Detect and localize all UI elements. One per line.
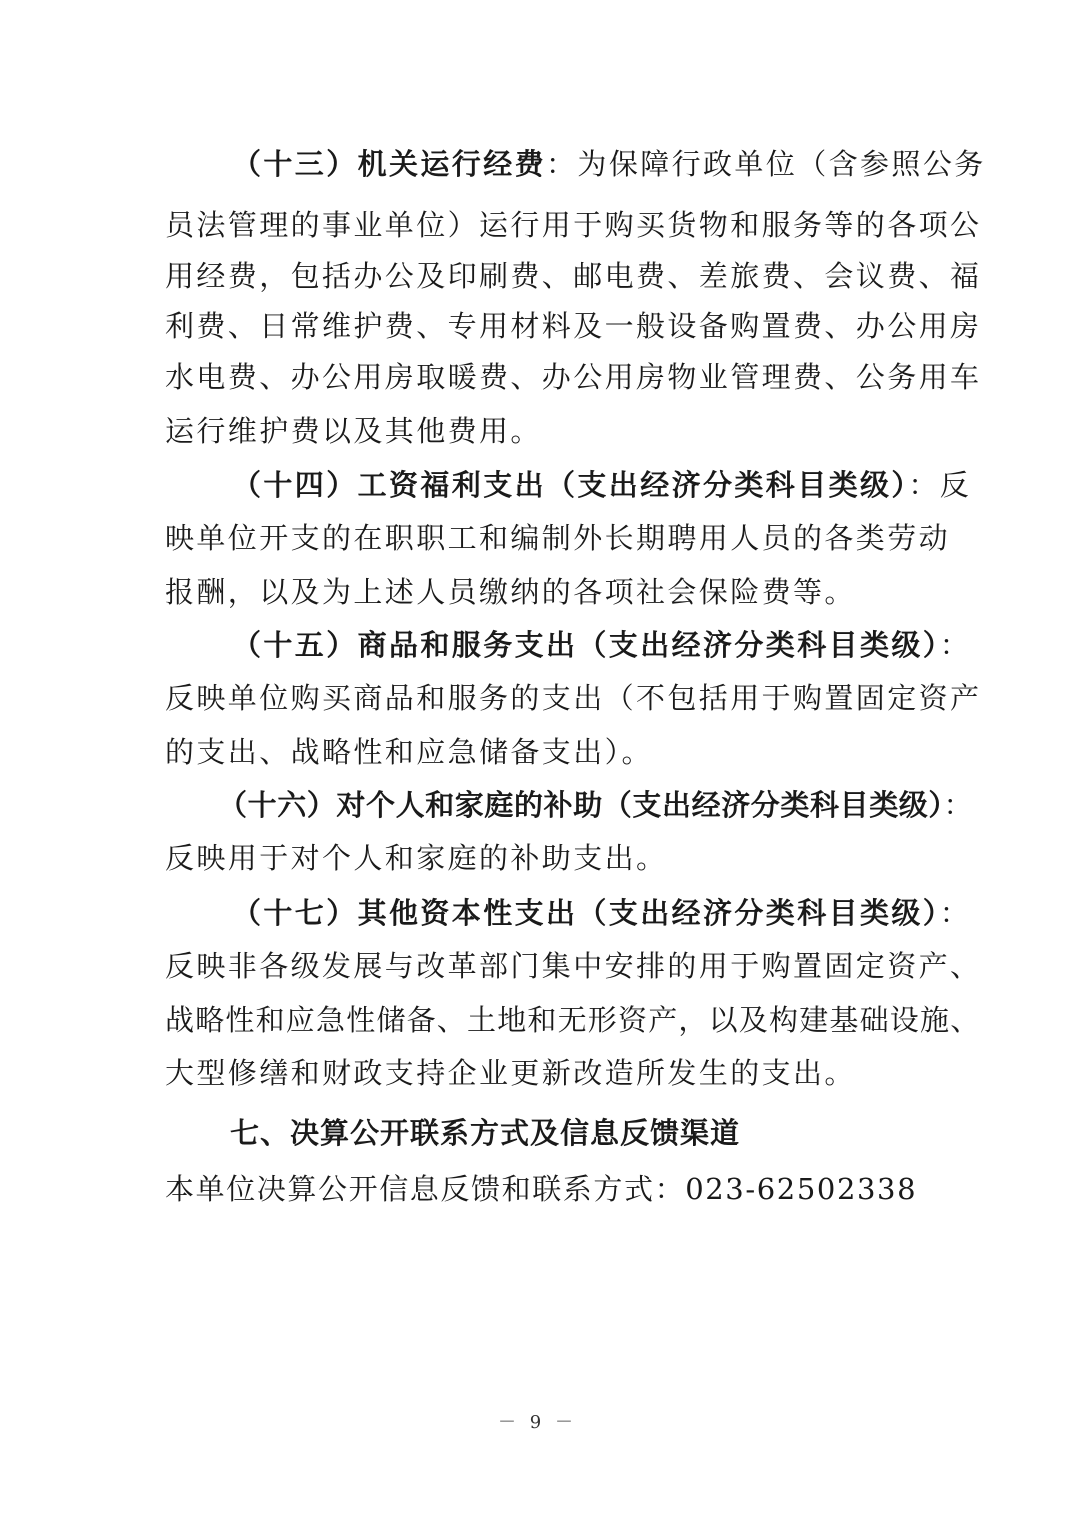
section-14-line-2: 报酬，以及为上述人员缴纳的各项社会保险费等。 (165, 575, 856, 609)
section-17-line-3: 大型修缮和财政支持企业更新改造所发生的支出。 (165, 1056, 856, 1090)
section-15-title: （十五）商品和服务支出（支出经济分类科目类级） (232, 628, 940, 662)
section-17-first-line (232, 893, 972, 933)
section-13-line-0: ：为保障行政单位（含参照公务 (546, 147, 986, 181)
section-17-line-1: 反映非各级发展与改革部门集中安排的用于购置固定资产、 (165, 949, 982, 983)
section-16-line-1: 反映用于对个人和家庭的补助支出。 (165, 841, 668, 875)
section-15-line-2: 的支出、战略性和应急储备支出）。 (165, 735, 653, 769)
section-13-line-2: 用经费，包括办公及印刷费、邮电费、差旅费、会议费、福 (165, 259, 982, 293)
section-14-line-0: ：反 (908, 468, 972, 502)
section-15-line-0: ： (939, 628, 972, 662)
section-13-line-5: 运行维护费以及其他费用。 (165, 414, 542, 448)
section-15-first-line (232, 625, 972, 665)
section-14-first-line (232, 465, 972, 505)
section-16-first-line (218, 785, 974, 825)
section-13-line-3: 利费、日常维护费、专用材料及一般设备购置费、办公用房 (165, 309, 982, 343)
section-17-title: （十七）其他资本性支出（支出经济分类科目类级） (232, 896, 940, 930)
page-number: － 9 － (498, 1412, 577, 1433)
section-16-line-0: ： (943, 788, 974, 822)
section-13-line-1: 员法管理的事业单位）运行用于购买货物和服务等的各项公 (165, 208, 982, 242)
contact-line: 本单位决算公开信息反馈和联系方式：023-62502338 (165, 1172, 918, 1206)
section-17-line-0: ： (939, 896, 972, 930)
section-14-title: （十四）工资福利支出（支出经济分类科目类级） (232, 468, 909, 502)
section-heading-7: 七、决算公开联系方式及信息反馈渠道 (230, 1116, 741, 1150)
section-13-first-line (232, 144, 986, 184)
section-14-line-1: 映单位开支的在职职工和编制外长期聘用人员的各类劳动 (165, 521, 951, 555)
section-16-title: （十六）对个人和家庭的补助（支出经济分类科目类级） (218, 788, 944, 822)
section-13-title: （十三）机关运行经费 (232, 147, 547, 181)
section-15-line-1: 反映单位购买商品和服务的支出（不包括用于购置固定资产 (165, 681, 982, 715)
section-13-line-4: 水电费、办公用房取暖费、办公用房物业管理费、公务用车 (165, 360, 982, 394)
section-17-line-2: 战略性和应急性储备、土地和无形资产，以及构建基础设施、 (165, 1003, 981, 1037)
